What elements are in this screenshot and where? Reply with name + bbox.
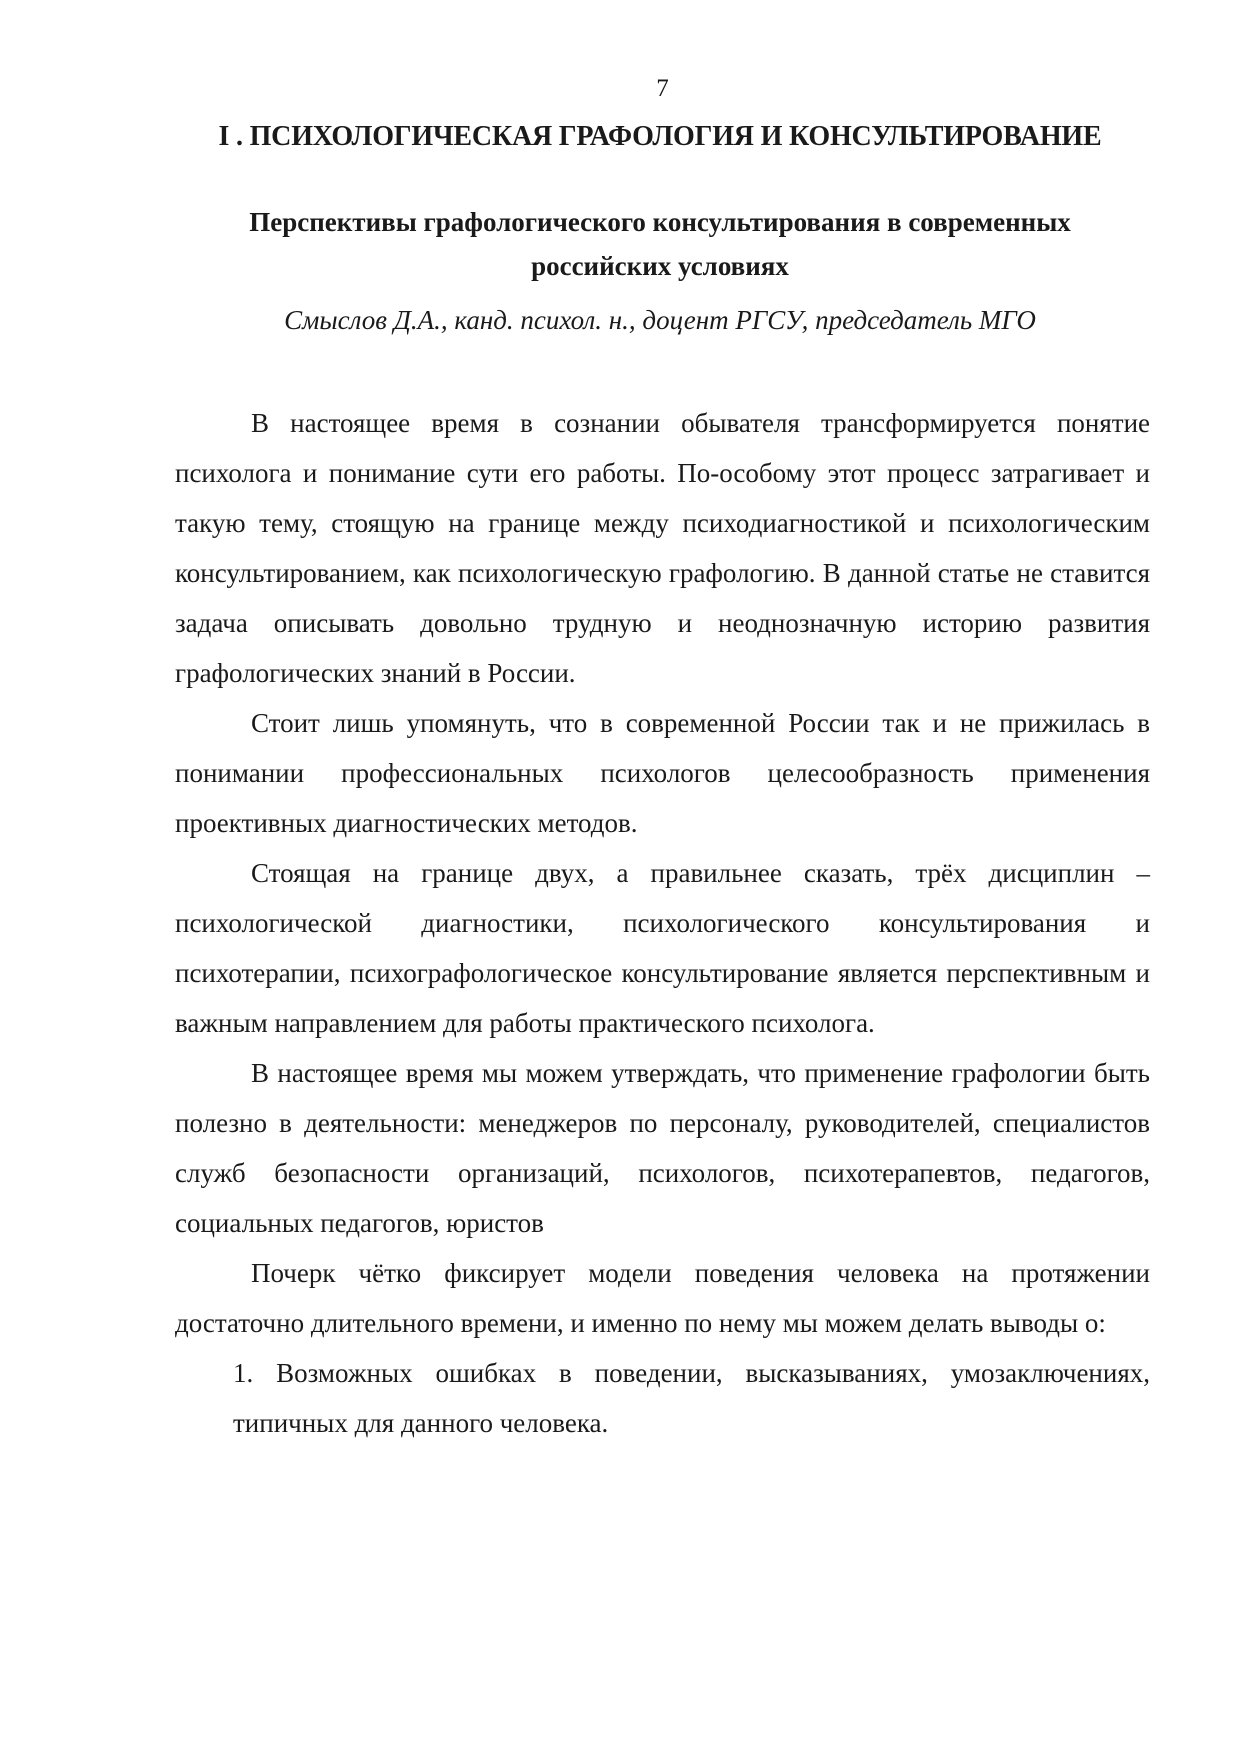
paragraph: В настоящее время в сознании обывателя трансформируется понятие психолога и понимание сути его работы. По-особому этот процесс затрагивает и такую тему, стоящую на границе между психодиагностикой и психологическим консультированием, как психологическую графологию. В данной статье не ставится задача описывать довольно трудную и неоднозначную историю развития графологических знаний в России. — [175, 408, 1150, 688]
section-title: I . ПСИХОЛОГИЧЕСКАЯ ГРАФОЛОГИЯ И КОНСУЛЬТИРОВАНИЕ — [218, 121, 1102, 152]
article-body — [175, 398, 1150, 1448]
article-title-line-2: российских условиях — [531, 251, 789, 281]
article-title-line-1: Перспективы графологического консультирования в современных — [249, 207, 1071, 237]
paragraph: В настоящее время мы можем утверждать, что применение графологии быть полезно в деятельности: менеджеров по персоналу, руководителей, специалистов служб безопасности организаций, психологов, психотерапевтов, педагогов, социальных педагогов, юристов — [175, 1058, 1150, 1238]
paragraph: Стоит лишь упомянуть, что в современной России так и не прижилась в понимании профессиональных психологов целесообразность применения проективных диагностических методов. — [175, 708, 1150, 838]
page-number: 7 — [656, 75, 669, 102]
article-title — [160, 200, 1160, 288]
list-item: 1. Возможных ошибках в поведении, высказываниях, умозаключениях, типичных для данного человека. — [233, 1358, 1150, 1438]
paragraph: Стоящая на границе двух, а правильнее сказать, трёх дисциплин – психологической диагностики, психологического консультирования и психотерапии, психографологическое консультирование является перспективным и важным направлением для работы практического психолога. — [175, 858, 1150, 1038]
paragraph: Почерк чётко фиксирует модели поведения человека на протяжении достаточно длительного времени, и именно по нему мы можем делать выводы о: — [175, 1258, 1150, 1338]
author-line: Смыслов Д.А., канд. психол. н., доцент РГСУ, председатель МГО — [284, 305, 1036, 335]
